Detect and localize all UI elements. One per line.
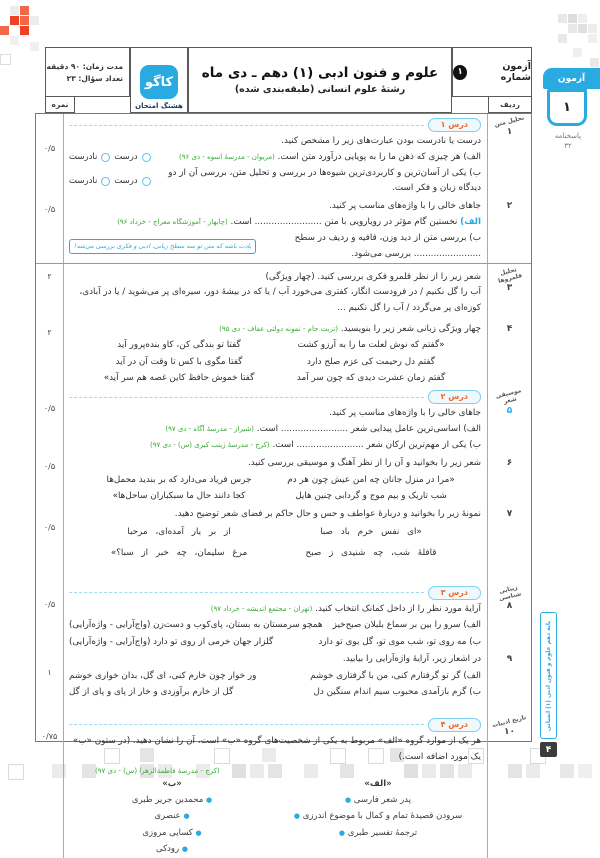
lesson-badge: درس ۲	[428, 390, 481, 404]
q1-item-a: الف) هر چیزی که ذهن ما را به پویایی درآورد متن است. (مریوان - مدرسهٔ اسوه - دی ۹۶) درست نادرست	[69, 150, 481, 166]
q9-score-cell	[36, 650, 64, 714]
question-number: ۱۰	[504, 726, 515, 737]
lesson-divider-line	[69, 125, 424, 126]
row-column-header: ردیف	[488, 96, 532, 113]
q2-item-b: ب) بررسی متن از دید وزن، قافیه و ردیف در سطح ........................ بررسی می‌شود. یادت باشه که متن تو سه سطح زبانی، ادبی و فکری بررسی می‌شه!	[69, 231, 481, 263]
q8-item-a: الف) سرو را بین بر سماع بلبلان صبح‌خیز همچو سرمستان به بستان، پای‌کوب و دست‌زن (واج‌آرایی - واژه‌آرایی)	[69, 620, 481, 631]
q5-item-b: ب) یکی از مهم‌ترین ارکان شعر ........................ است. (کرج - مدرسهٔ زینب کبری (س) - دی ۹۷)	[149, 439, 481, 450]
q4-couplet: «گفتم که نوش لعلت ما را به آرزو کشت گفتا تو بندگی کن، کاو بنده‌پرور آید	[117, 340, 445, 351]
q7-content	[64, 505, 487, 582]
q10-source: (کرج - مدرسهٔ فاطمةالزهرا (س) - دی ۹۷)	[95, 766, 220, 775]
q2-content	[64, 197, 487, 262]
q2a-source: (چابهار - آموزشگاه معراج - خرداد ۹۶)	[117, 218, 228, 227]
q2-row-cell	[487, 197, 531, 262]
lesson-divider-line	[69, 397, 424, 398]
book-spine-label: پایه دهم علوم و فنون ادبی (۱) انسانی	[540, 612, 557, 739]
q9-row-cell	[487, 650, 531, 714]
score-value: ۰/۵	[43, 599, 56, 609]
q2-score-cell	[36, 197, 64, 262]
question-number: ۴	[506, 323, 513, 334]
score-value: ۰/۷۵	[41, 731, 58, 741]
exam-number-label: آزمون شماره	[500, 61, 531, 83]
q7-couplet: قافلهٔ شب، چه شنیدی ز صبح مرغ سلیمان، چه خبر از سبا؟»	[110, 547, 437, 558]
q3-score-cell	[36, 263, 64, 320]
score-value: ۰/۵	[43, 144, 56, 153]
q7-score-cell	[36, 505, 64, 582]
bullet-icon: ●	[344, 795, 352, 804]
match-b-item: ● محمدبن جریر طبری	[131, 794, 213, 805]
radio-circle-icon	[142, 153, 151, 162]
match-b-item: ● عنصری	[154, 811, 190, 822]
lesson-badge: درس ۳	[428, 586, 481, 600]
lesson-1-header	[69, 118, 481, 132]
q8-item-b: ب) مه روی تو، شب موی تو، گل بوی تو دارد گلزار جهان خرمی از روی تو دارد (واج‌آرایی - واژه‌آرایی)	[69, 636, 481, 647]
lesson-badge: درس ۱	[428, 118, 481, 132]
q6-couplet: «مرا در منزل جانان چه امن عیش چون هر دم جرس فریاد می‌دارد که بر بندید محمل‌ها	[106, 475, 455, 486]
q4-score-cell	[36, 320, 64, 387]
q1-text: درست یا نادرست بودن عبارت‌های زیر را مشخص کنید.	[281, 136, 481, 146]
q1a-source: (مریوان - مدرسهٔ اسوه - دی ۹۶)	[179, 152, 275, 161]
exam-subtitle: رشتهٔ علوم انسانی (طبقه‌بندی شده)	[234, 84, 406, 95]
match-column-a	[275, 777, 481, 858]
bullet-icon: ●	[183, 812, 190, 821]
q1-row-cell	[487, 114, 531, 197]
answer-key-label: پاسخنامه	[554, 132, 582, 140]
match-a-header: «الف»	[364, 779, 392, 790]
exam-title: علوم و فنون ادبی (۱) دهم ـ دی ماه	[201, 65, 439, 81]
q9-item-b: ب) گرم بازآمدی محبوب سیم اندام سنگین دل گل از خارم برآوردی و خار از پای و پای از گل	[69, 687, 481, 698]
q6-couplet: شب تاریک و بیم موج و گردابی چنین هایل کجا دانند حال ما سبکباران ساحل‌ها»	[112, 491, 447, 502]
category-label: موسیقی شعر	[494, 387, 523, 406]
question-number: ۹	[506, 653, 513, 664]
match-column-b	[69, 777, 275, 858]
exam-number-box	[452, 47, 532, 97]
q7-row-cell	[487, 505, 531, 582]
question-number: ۸	[506, 601, 513, 612]
q4-couplet: گفتم دل رحیمت کی عزم صلح دارد گفتا مگوی با کس تا وقت آن در آید	[115, 356, 435, 367]
q10-content	[64, 714, 487, 858]
q3-poem: آب را گل نکنیم / در فرودست انگار، کفتری می‌خورد آب / یا که در بیشهٔ دور، سیره‌ای پر می‌شوید / یا در آبادی، کوزه‌ای پر می‌گردد / آب را گل نکنیم ...	[79, 287, 481, 314]
q10-score-cell	[36, 714, 64, 858]
q8-score-cell	[36, 582, 64, 650]
question-number: ۲	[506, 201, 513, 212]
q7-text: نمونهٔ زیر را بخوانید و دربارهٔ عواطف و حس و حال حاکم بر فضای شعر توضیح دهید.	[174, 508, 481, 519]
q8-source: (تهران - مجتمع اندیشه - خرداد ۹۷)	[210, 604, 313, 613]
exam-title-box	[188, 47, 452, 113]
bullet-icon: ●	[181, 845, 188, 854]
q1-item-b: ب) یکی از آسان‌ترین و کاربردی‌ترین شیوه‌ها در بررسی و تحلیل متن، بررسی آن از دو دیدگاه زبان و فکر است. درست نادرست	[69, 167, 481, 194]
q5-row-cell	[487, 386, 531, 454]
q3-row-cell	[487, 263, 531, 320]
radio-circle-icon	[142, 177, 151, 186]
q8-content	[64, 582, 487, 650]
q5a-source: (شیراز - مدرسهٔ آگاه - دی ۹۷)	[165, 425, 255, 434]
bullet-icon: ●	[195, 828, 202, 837]
question-number: ۵	[506, 406, 513, 417]
radio-circle-icon	[101, 153, 110, 162]
bullet-icon: ●	[338, 828, 346, 837]
q3-content	[64, 263, 487, 320]
exam-duration: مدت زمان: ۹۰ دقیقه	[46, 61, 123, 71]
q8-text: آرایهٔ مورد نظر را از داخل کمانک انتخاب کنید. (تهران - مجتمع اندیشه - خرداد ۹۷)	[210, 603, 481, 614]
match-b-header: «ب»	[162, 779, 182, 790]
q10-row-cell	[487, 714, 531, 858]
q4-source: (تربت جام - نمونه دولتی عفاف - دی ۹۵)	[219, 324, 339, 333]
lesson-4-header	[69, 718, 481, 732]
q5b-source: (کرج - مدرسهٔ زینب کبری (س) - دی ۹۷)	[149, 440, 270, 449]
question-number: ۳	[506, 283, 513, 294]
category-label: تاریخ ادبیات	[491, 713, 527, 730]
category-label: زیبایی شناسی	[498, 583, 522, 603]
q7-couplet: «ای نفس خرم باد صبا از بر یار آمده‌ای، مرحبا	[127, 527, 422, 538]
q4-row-cell	[487, 320, 531, 387]
question-number: ۷	[506, 508, 513, 519]
q6-row-cell	[487, 454, 531, 504]
q2-text: جاهای خالی را با واژه‌های مناسب پر کنید.	[329, 201, 481, 212]
match-a-item: ترجمهٔ تفسیر طبری ●	[338, 827, 418, 838]
score-value: ۱	[47, 667, 52, 677]
bullet-icon: ●	[293, 812, 301, 821]
category-label: تحلیل متن	[493, 114, 525, 129]
sidebar-tab-number: ۱	[547, 89, 587, 126]
q5-score-cell	[36, 386, 64, 454]
bullet-icon: ●	[205, 795, 213, 804]
match-a-item: سرودن قصیدهٔ تمام و کمال با موضوع اندرزی ●	[293, 811, 463, 822]
q1b-options: درست نادرست	[69, 174, 151, 189]
q5-item-a: الف) اساسی‌ترین عامل پیدایی شعر ........................ است. (شیراز - مدرسهٔ آگاه - دی ۹۷)	[165, 424, 481, 435]
q9-content	[64, 650, 487, 714]
page-number: ۴	[540, 742, 557, 757]
exam-info-box	[45, 47, 130, 97]
question-number: ۱	[506, 126, 513, 137]
lesson-2-header	[69, 390, 481, 404]
q4-text: چهار ویژگی زبانی شعر زیر را بنویسید. (تربت جام - نمونه دولتی عفاف - دی ۹۵)	[219, 323, 481, 334]
question-table	[35, 113, 532, 855]
q5-content	[64, 386, 487, 454]
q10-matching	[69, 777, 481, 858]
score-value: ۲	[47, 271, 52, 281]
match-a-item: پدر شعر فارسی ●	[344, 794, 412, 805]
q1-content	[64, 114, 487, 197]
q8-row-cell	[487, 582, 531, 650]
score-value: ۰/۵	[43, 205, 56, 215]
q4-content	[64, 320, 487, 387]
score-value: ۰/۵	[43, 522, 56, 532]
q9-text: در اشعار زیر، آرایهٔ واژه‌آرایی را بیابید.	[342, 653, 481, 664]
match-b-item: ● رودکی	[156, 844, 188, 855]
q1a-options: درست نادرست	[69, 150, 151, 165]
kago-logo-icon	[140, 65, 178, 99]
answer-key-page: ۳۲	[564, 141, 572, 150]
lesson-divider-line	[69, 592, 424, 593]
lesson-divider-line	[69, 724, 424, 725]
logo-text: کاگو	[144, 74, 174, 90]
lesson-badge: درس ۴	[428, 718, 481, 732]
q2-item-a: الف) نخستین گام مؤثر در رویارویی با متن ........................ است. (چابهار - آموزشگاه معراج - خرداد ۹۶)	[117, 217, 481, 228]
q5-text: جاهای خالی را با واژه‌های مناسب پر کنید.	[329, 408, 481, 419]
q4-couplet: گفتم زمان عشرت دیدی که چون سر آمد گفتا خموش حافظ کاین غصه هم سر آید»	[103, 372, 446, 383]
q6-content	[64, 454, 487, 504]
question-number: ۶	[506, 458, 513, 469]
q9-item-a: الف) گر تو گرفتارم کنی، من با گرفتاری خوشم ور خوار چون خارم کنی، ای گل، بدان خواری خوشم	[69, 670, 481, 681]
teacher-note: یادت باشه که متن تو سه سطح زبانی، ادبی و فکری بررسی می‌شه!	[69, 239, 256, 254]
q6-score-cell	[36, 454, 64, 504]
score-value: ۰/۵	[43, 462, 56, 472]
logo-caption: هشتگ امتحان	[135, 102, 183, 110]
answer-key-reference	[543, 132, 593, 152]
radio-circle-icon	[101, 177, 110, 186]
score-value: ۰/۵	[43, 404, 56, 414]
q6-text: شعر زیر را بخوانید و آن را از نظر آهنگ و موسیقی بررسی کنید.	[247, 458, 481, 469]
score-value: ۲	[47, 327, 52, 337]
exam-number-badge: ۱	[453, 65, 467, 80]
question-count: تعداد سؤال: ۲۳	[66, 73, 123, 83]
q1-score-cell	[36, 114, 64, 197]
q10-text: هر یک از موارد گروه «الف» مربوط به یکی از شخصیت‌های گروه «ب» است، آن را نشان دهید. (در ستون «ب» یک مورد اضافه است.)	[72, 735, 481, 762]
score-column-header: نمره	[45, 96, 75, 113]
category-label: تحلیل قلمروها	[497, 265, 523, 285]
publisher-logo	[130, 47, 188, 113]
lesson-3-header	[69, 586, 481, 600]
match-b-item: ● کسایی مروزی	[142, 827, 202, 838]
q3-text: شعر زیر را از نظر قلمرو فکری بررسی کنید. (چهار ویژگی)	[265, 271, 481, 282]
sidebar-tab-azmoon: آزمون	[543, 68, 600, 89]
